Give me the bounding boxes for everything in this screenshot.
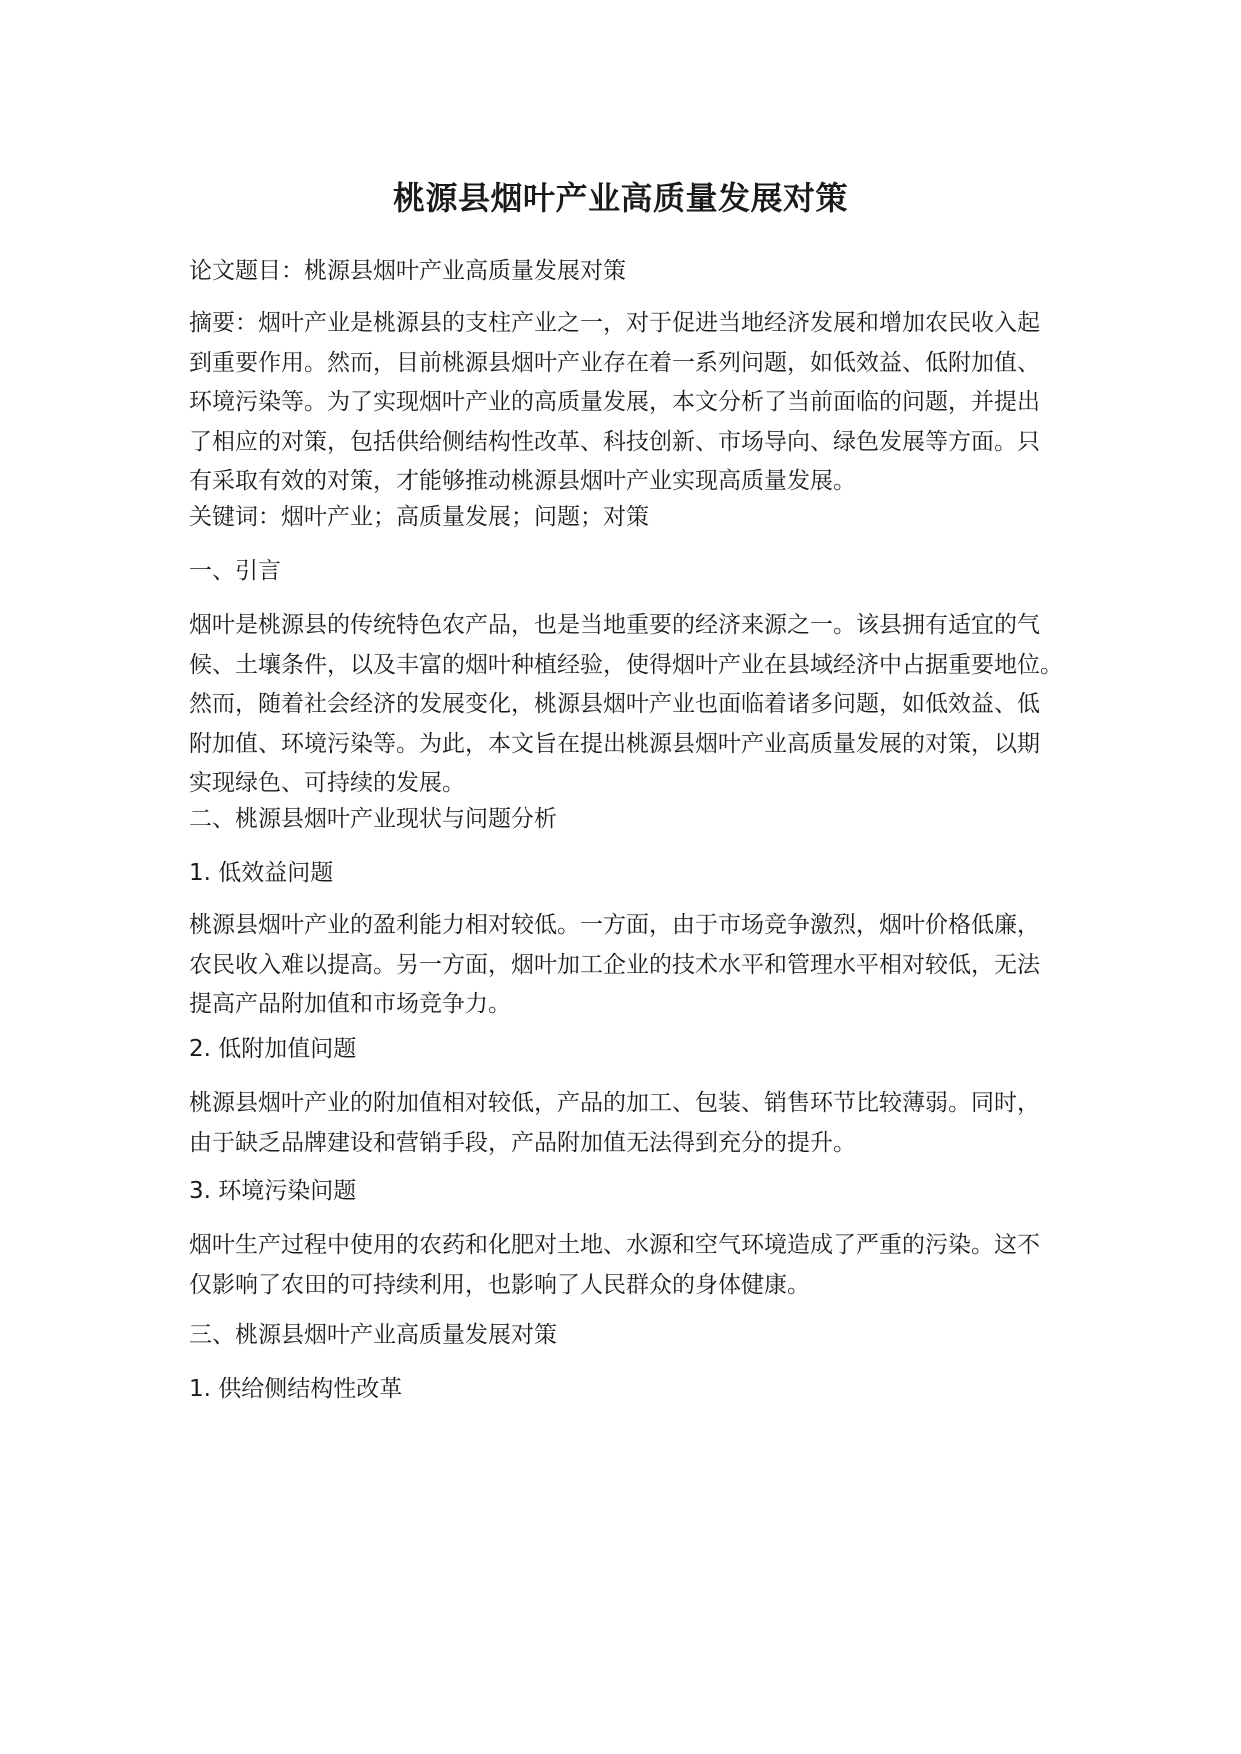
pollution-paragraph bbox=[189, 1226, 1049, 1305]
abstract-line: 有采取有效的对策，才能够推动桃源县烟叶产业实现高质量发展。 bbox=[189, 468, 856, 494]
introduction-line: 烟叶是桃源县的传统特色农产品，也是当地重要的经济来源之一。该县拥有适宜的气 bbox=[189, 612, 1040, 638]
document-title: 桃源县烟叶产业高质量发展对策 bbox=[392, 179, 848, 217]
subheading-supply-side-reform: 1. 供给侧结构性改革 bbox=[189, 1376, 403, 1402]
introduction-line: 然而，随着社会经济的发展变化，桃源县烟叶产业也面临着诸多问题，如低效益、低 bbox=[189, 691, 1040, 717]
introduction-line: 实现绿色、可持续的发展。 bbox=[189, 770, 465, 796]
subheading-pollution: 3. 环境污染问题 bbox=[189, 1178, 357, 1204]
low-value-added-line: 由于缺乏品牌建设和营销手段，产品附加值无法得到充分的提升。 bbox=[189, 1129, 856, 1156]
abstract-line: 摘要：烟叶产业是桃源县的支柱产业之一，对于促进当地经济发展和增加农民收入起 bbox=[189, 310, 1040, 336]
pollution-line: 烟叶生产过程中使用的农药和化肥对土地、水源和空气环境造成了严重的污染。这不 bbox=[189, 1232, 1040, 1258]
low-efficiency-line: 提高产品附加值和市场竞争力。 bbox=[189, 991, 511, 1017]
low-efficiency-line: 农民收入难以提高。另一方面，烟叶加工企业的技术水平和管理水平相对较低，无法 bbox=[189, 951, 1040, 978]
introduction-line: 附加值、环境污染等。为此，本文旨在提出桃源县烟叶产业高质量发展的对策，以期 bbox=[189, 730, 1040, 757]
low-value-added-paragraph bbox=[189, 1084, 1049, 1163]
keywords-line: 关键词：烟叶产业；高质量发展；问题；对策 bbox=[189, 504, 649, 530]
abstract-line: 了相应的对策，包括供给侧结构性改革、科技创新、市场导向、绿色发展等方面。只 bbox=[189, 428, 1040, 455]
subheading-low-efficiency: 1. 低效益问题 bbox=[189, 860, 334, 886]
section-heading-introduction: 一、引言 bbox=[189, 558, 281, 584]
low-efficiency-paragraph bbox=[189, 906, 1049, 1025]
abstract-line: 到重要作用。然而，目前桃源县烟叶产业存在着一系列问题，如低效益、低附加值、 bbox=[189, 349, 1040, 376]
introduction-paragraph bbox=[189, 606, 1063, 804]
section-heading-countermeasures: 三、桃源县烟叶产业高质量发展对策 bbox=[189, 1322, 557, 1348]
low-value-added-line: 桃源县烟叶产业的附加值相对较低，产品的加工、包装、销售环节比较薄弱。同时， bbox=[189, 1090, 1040, 1116]
thesis-title-line: 论文题目：桃源县烟叶产业高质量发展对策 bbox=[189, 258, 626, 284]
abstract-paragraph bbox=[189, 304, 1049, 502]
subheading-low-value-added: 2. 低附加值问题 bbox=[189, 1036, 357, 1062]
introduction-line: 候、土壤条件，以及丰富的烟叶种植经验，使得烟叶产业在县域经济中占据重要地位。 bbox=[189, 651, 1063, 678]
section-heading-analysis: 二、桃源县烟叶产业现状与问题分析 bbox=[189, 806, 557, 832]
abstract-line: 环境污染等。为了实现烟叶产业的高质量发展，本文分析了当前面临的问题，并提出 bbox=[189, 389, 1040, 415]
pollution-line: 仅影响了农田的可持续利用，也影响了人民群众的身体健康。 bbox=[189, 1271, 810, 1298]
low-efficiency-line: 桃源县烟叶产业的盈利能力相对较低。一方面，由于市场竞争激烈，烟叶价格低廉， bbox=[189, 912, 1040, 938]
